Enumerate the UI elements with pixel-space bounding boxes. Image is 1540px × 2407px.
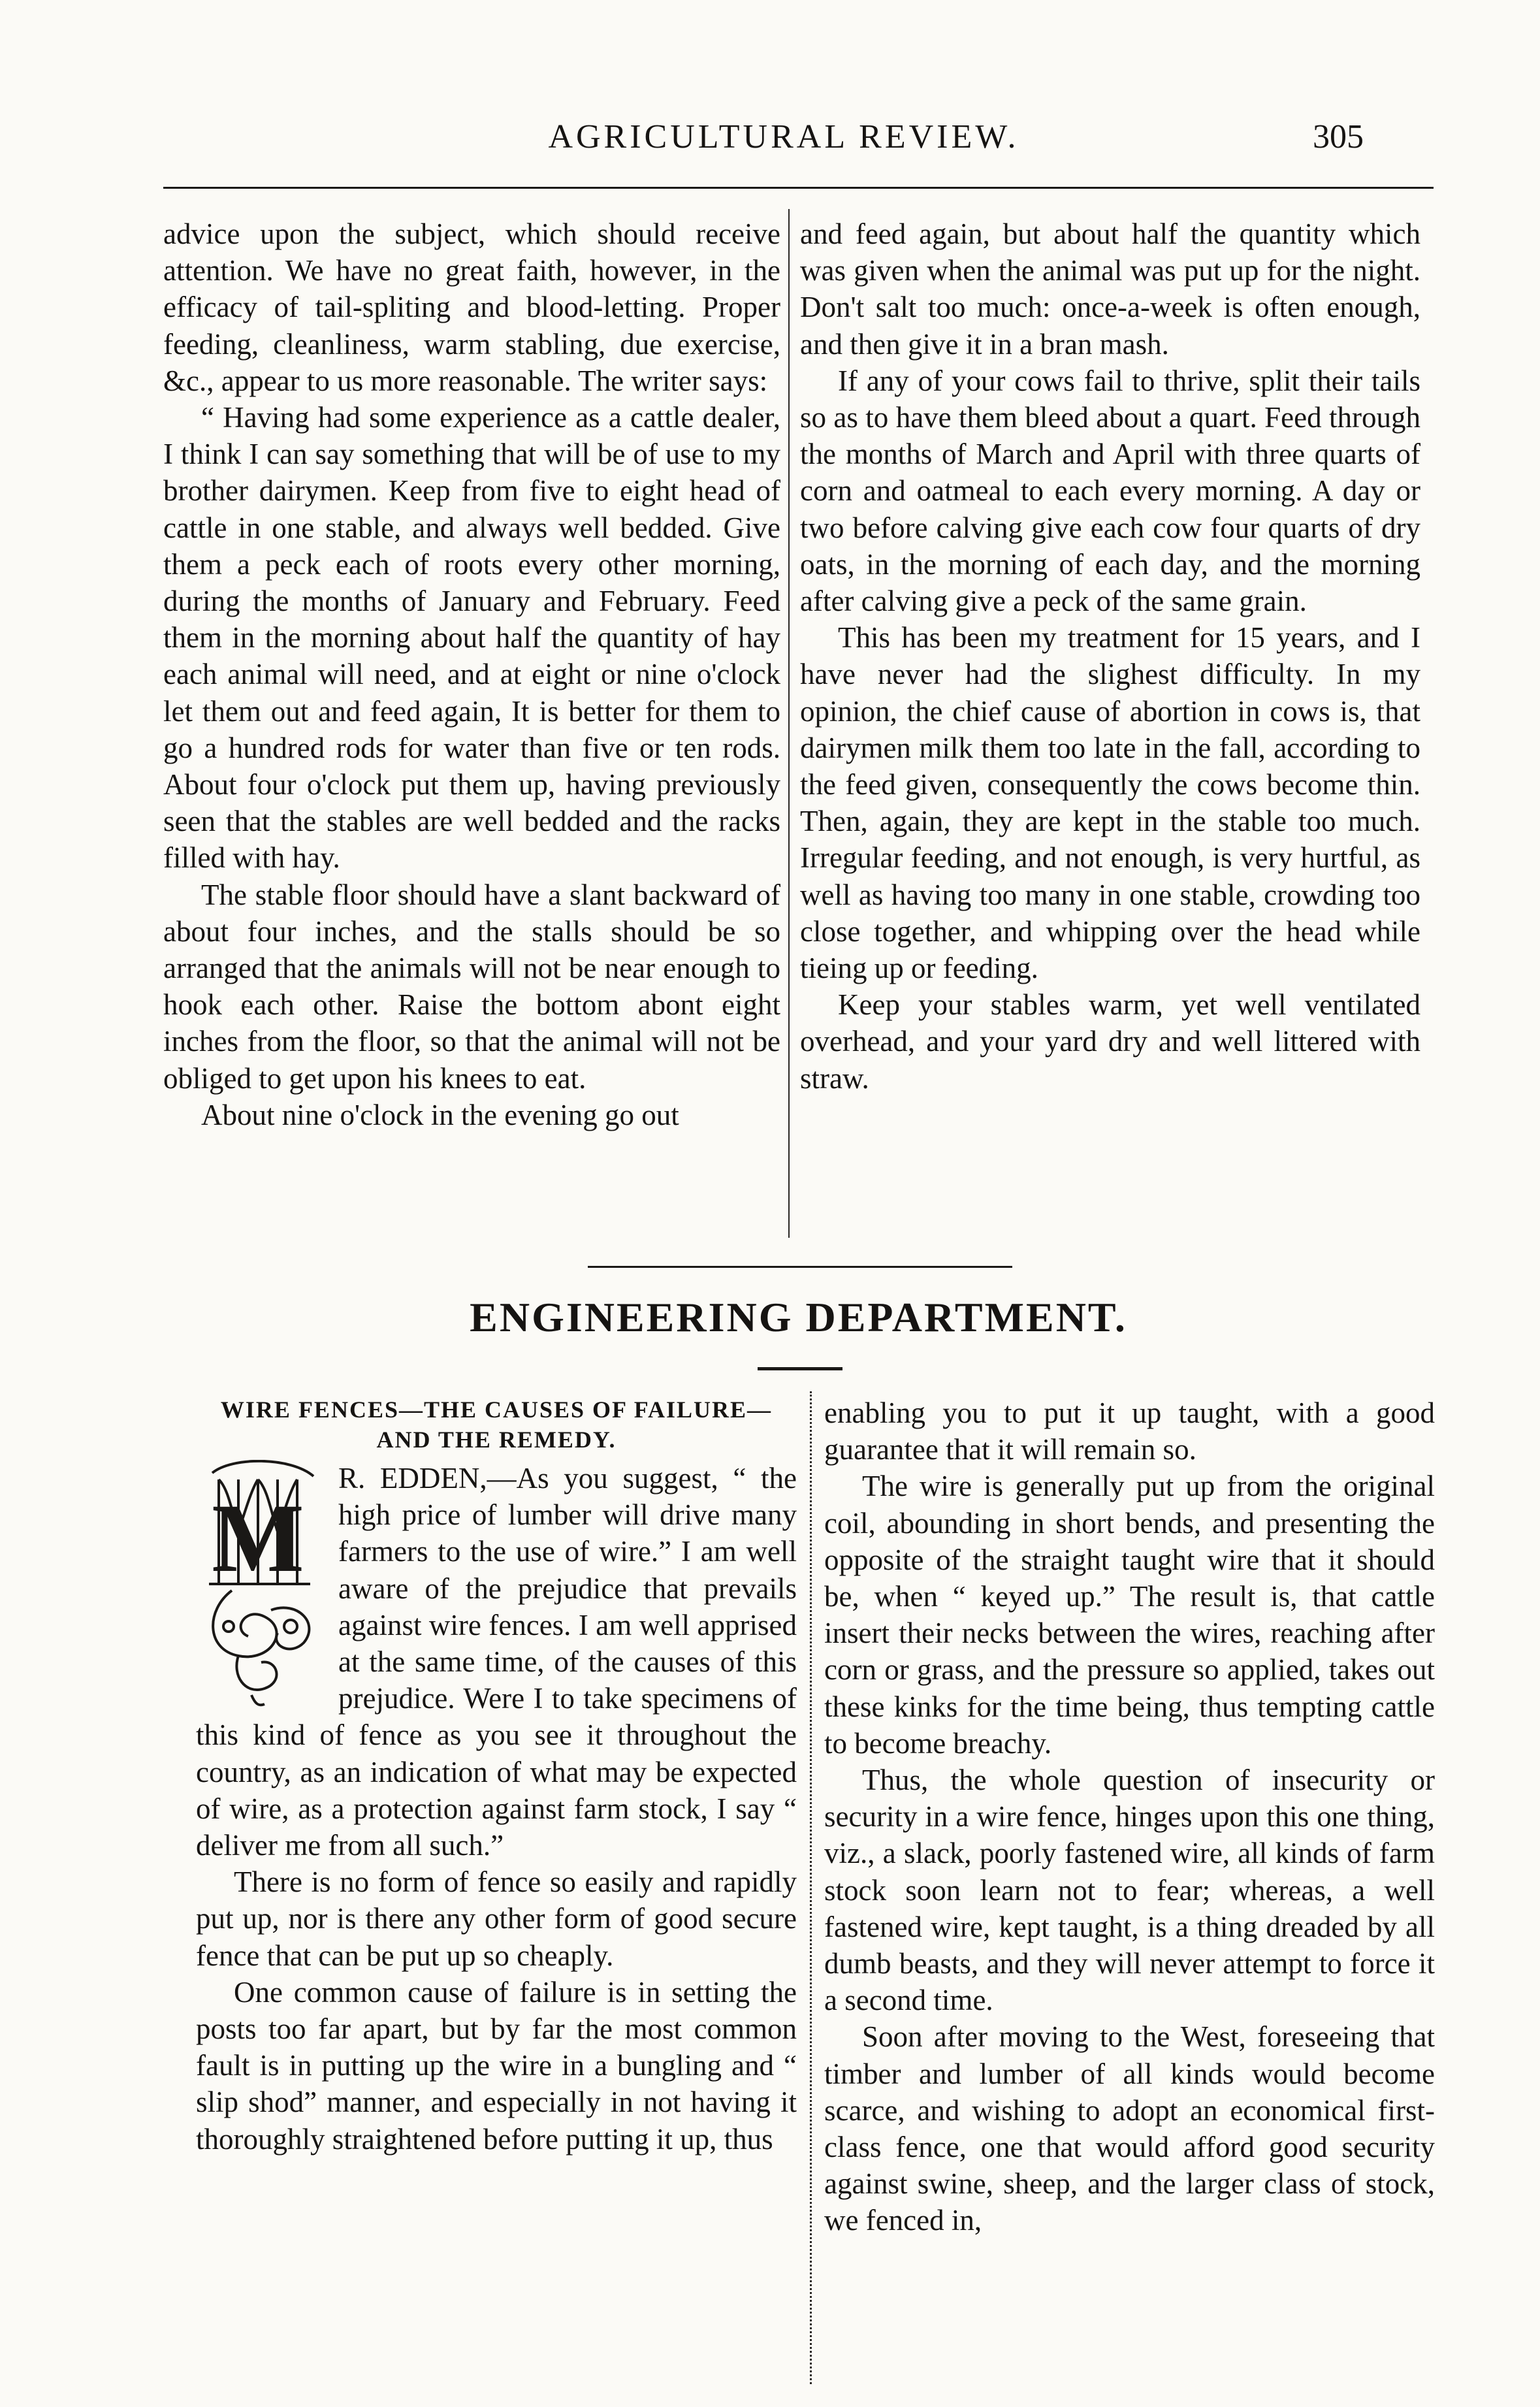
bottom-left-column xyxy=(196,1395,797,2157)
top-right-column xyxy=(800,216,1420,1097)
article-opening: R. EDDEN,—As you suggest, “ the high price of lumber will drive many farmers to the use of wire.” I am well aware of the prejudice that prevails against wire fences. I am well apprised at the same time, of the causes of this prejudice. Were I to take specimens of this kind of fence as you see it throughout the country, as an indication of what may be expected of wire, as a protection against farm stock, I say “ deliver me from all such.” xyxy=(196,1462,797,1862)
top-left-column xyxy=(163,216,780,1133)
bottom-right-column xyxy=(824,1395,1435,2239)
column-divider xyxy=(788,209,790,1238)
paragraph: enabling you to put it up taught, with a good guarantee that it will remain so. xyxy=(824,1397,1435,1466)
dropcap-ornament-icon xyxy=(193,1460,327,1708)
page-number: 305 xyxy=(1313,118,1364,155)
section-short-rule xyxy=(758,1367,842,1370)
running-head: AGRICULTURAL REVIEW. xyxy=(548,118,1019,155)
paragraph: Keep your stables warm, yet well ventilated overhead, and your yard dry and well littered with straw. xyxy=(800,988,1420,1095)
article-title-line: AND THE REMEDY. xyxy=(376,1427,617,1453)
paragraph: Soon after moving to the West, foreseeing that timber and lumber of all kinds would become scarce, and wishing to adopt an economical first-class fence, one that would afford good security against swine, sheep, and the larger class of stock, we fenced in, xyxy=(824,2020,1435,2237)
ornamental-dropcap-m xyxy=(193,1460,327,1708)
paragraph: Thus, the whole question of insecurity or security in a wire fence, hinges upon this one thing, viz., a slack, poorly fastened wire, all kinds of farm stock soon learn not to fear; whereas, a well fastened wire, kept taught, is a thing dreaded by all dumb beasts, and they will never attempt to force it a second time. xyxy=(824,1764,1435,2017)
paragraph: The stable floor should have a slant backward of about four inches, and the stalls should be so arranged that the animals will not be near enough to hook each other. Raise the bottom abont eight inches from the floor, so that the animal will not be obliged to get upon his knees to eat. xyxy=(163,878,780,1095)
paragraph: About nine o'clock in the evening go out xyxy=(201,1098,679,1131)
column-divider xyxy=(810,1391,812,2384)
header-rule xyxy=(163,187,1434,189)
article-title-line: WIRE FENCES—THE CAUSES OF FAILURE— xyxy=(220,1397,773,1423)
section-rule xyxy=(588,1266,1012,1268)
paragraph: If any of your cows fail to thrive, split their tails so as to have them bleed about a quart. Feed through the months of March and April with three quarts of corn and oatmeal to each every morning. A day or two before calving give each cow four quarts of dry oats, in the morning of each day, and the morning after calving give a peck of the same grain. xyxy=(800,364,1420,618)
section-title: ENGINEERING DEPARTMENT. xyxy=(470,1294,1127,1340)
paragraph: advice upon the subject, which should receive attention. We have no great faith, however, in the efficacy of tail-spliting and blood-letting. Proper feeding, cleanliness, warm stabling, due exercise, &c., appear to us more reasonable. The writer says: xyxy=(163,218,780,397)
paragraph: One common cause of failure is in setting the posts too far apart, but by far the most common fault is in putting up the wire in a bungling and “ slip shod” manner, and especially in not having it thoroughly straightened before putting it up, thus xyxy=(196,1975,797,2156)
article-title xyxy=(196,1395,797,1455)
paragraph: This has been my treatment for 15 years, and I have never had the slighest difficulty. In my opinion, the chief cause of abortion in cows is, that dairymen milk them too late in the fall, according to the feed given, consequently the cows become thin. Then, again, they are kept in the stable too much. Irregular feeding, and not enough, is very hurtful, as well as having too many in one stable, crowding too close together, and whipping over the head while tieing up or feeding. xyxy=(800,621,1420,985)
dropcap-letter: M xyxy=(212,1484,304,1592)
paragraph: “ Having had some experience as a cattle dealer, I think I can say something that will be of use to my brother dairymen. Keep from five to eight head of cattle in one stable, and always well bedded. Give them a peck each of roots every other morning, during the months of January and February. Feed them in the morning about half the quantity of hay each animal will need, and at eight or nine o'clock let them out and feed again, It is better for them to go a hundred rods for water than five or ten rods. About four o'clock put them up, having previously seen that the stables are well bedded and the racks filled with hay. xyxy=(163,401,780,875)
paragraph: There is no form of fence so easily and rapidly put up, nor is there any other form of good secure fence that can be put up so cheaply. xyxy=(196,1866,797,1972)
paragraph: and feed again, but about half the quantity which was given when the animal was put up for the night. Don't salt too much: once-a-week is often enough, and then give it in a bran mash. xyxy=(800,218,1420,361)
paragraph: The wire is generally put up from the original coil, abounding in short bends, and presenting the opposite of the straight taught wire that it should be, when “ keyed up.” The result is, that cattle insert their necks between the wires, reaching after corn or grass, and the pressure so applied, takes out these kinks for the time being, thus tempting cattle to become breachy. xyxy=(824,1470,1435,1760)
page-header xyxy=(0,118,1540,170)
